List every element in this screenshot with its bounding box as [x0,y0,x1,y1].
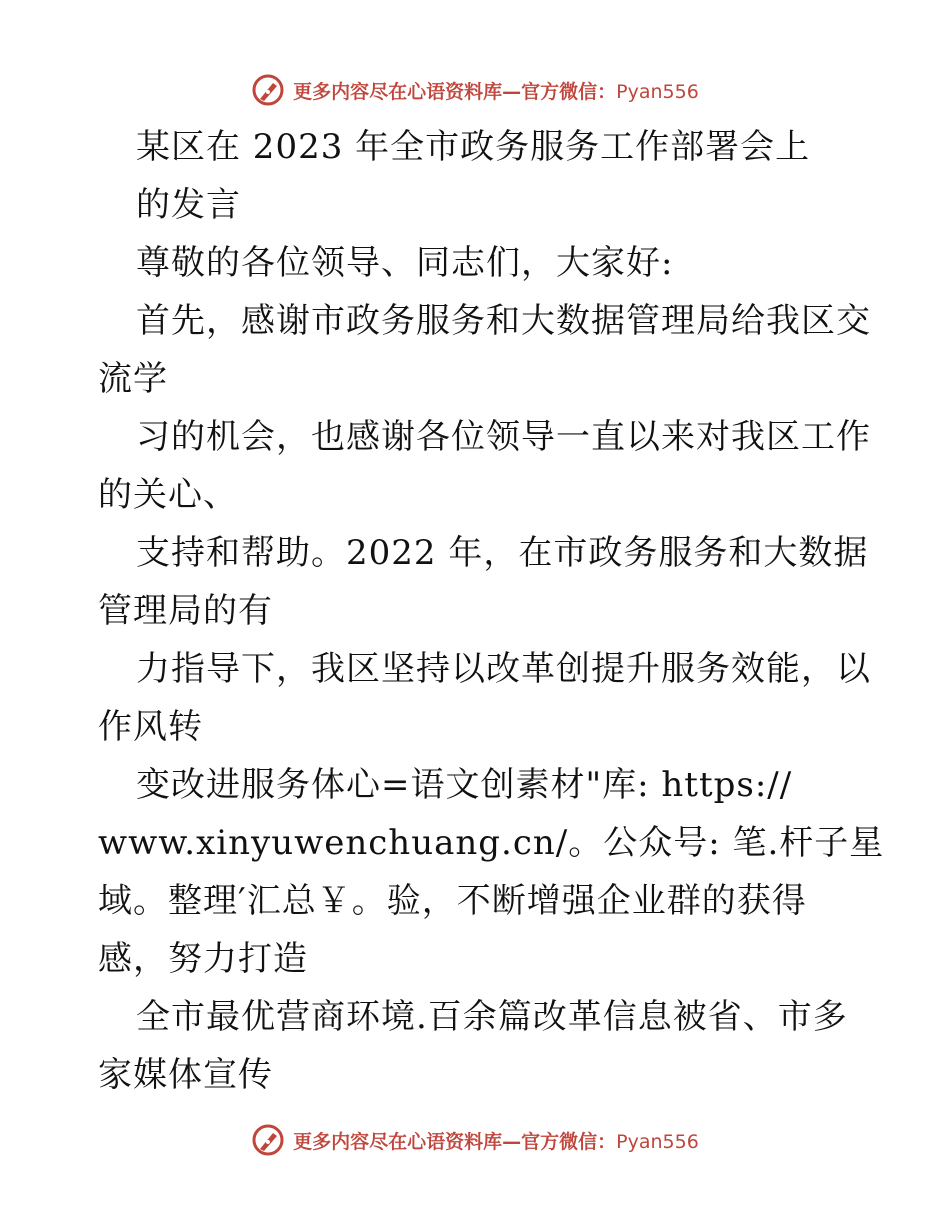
paragraph-line: 习的机会，也感谢各位领导一直以来对我区工作 [136,417,871,457]
paragraph-line: 的关心、 [98,475,238,515]
paragraph-line: 全市最优营商环境.百余篇改革信息被省、市多 [136,997,848,1037]
paragraph-line: 首先，感谢市政务服务和大数据管理局给我区交 [136,301,871,341]
banner-text: 更多内容尽在心语资料库—官方微信：Pyan556 [293,80,699,103]
paragraph-line: 感，努力打造 [98,939,308,979]
paragraph-line: 流学 [98,359,168,399]
wechat-handle: Pyan556 [616,1130,699,1153]
paragraph-line: 家媒体宣传 [98,1055,273,1095]
footer-banner [0,1120,950,1160]
title-line-1: 某区在 2023 年全市政务服务工作部署会上 [136,127,811,167]
header-banner [0,70,950,110]
paragraph-line: 域。整理′汇总￥。验，不断增强企业群的获得 [98,881,807,921]
wechat-handle: Pyan556 [616,80,699,103]
banner-text: 更多内容尽在心语资料库—官方微信：Pyan556 [293,1130,699,1153]
paragraph-line: 变改进服务体心=语文创素材"库: https:// [136,765,793,805]
paragraph-line: 支持和帮助。2022 年，在市政务服务和大数据 [136,533,869,573]
paragraph-line: 作风转 [98,707,203,747]
document-body [98,118,885,1104]
pen-logo-icon [251,73,285,107]
paragraph-line: www.xinyuwenchuang.cn/。公众号: 笔.杆子星 [98,823,885,863]
paragraph-line: 管理局的有 [98,591,273,631]
greeting-line: 尊敬的各位领导、同志们，大家好: [136,243,674,283]
pen-logo-icon [251,1123,285,1157]
paragraph-line: 力指导下，我区坚持以改革创提升服务效能，以 [136,649,871,689]
title-line-2: 的发言 [136,185,241,225]
